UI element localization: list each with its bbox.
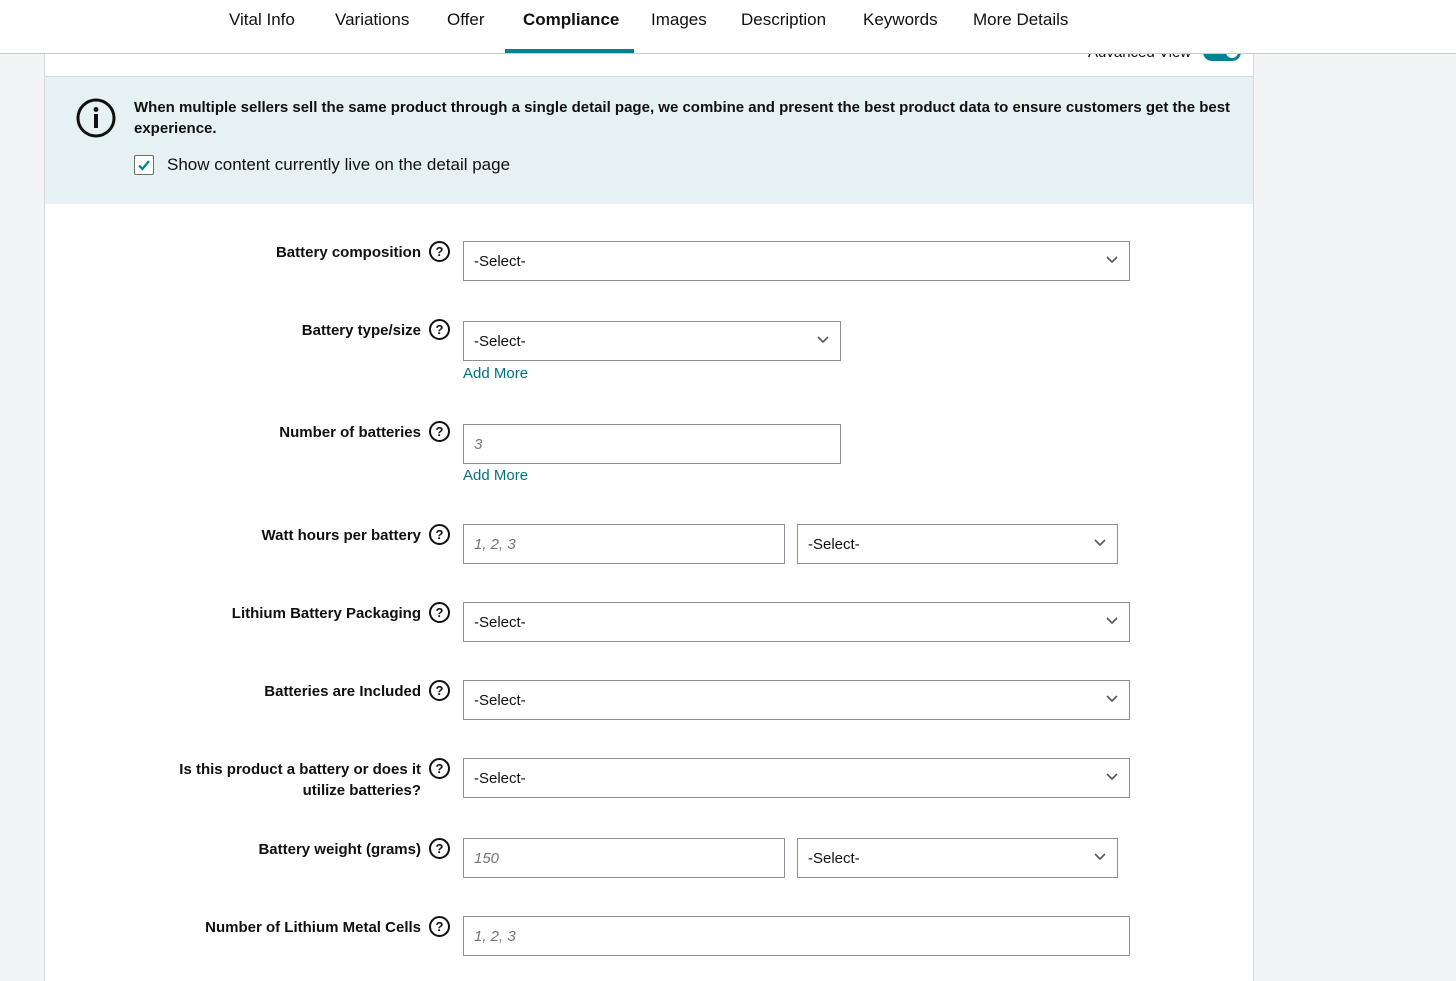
battery-type-size-label: Battery type/size [301,322,421,339]
batteries-included-select[interactable] [463,680,1130,720]
battery-weight-label: Battery weight (grams) [258,841,421,858]
is-battery-select[interactable] [463,758,1130,798]
info-circle-icon [76,98,116,138]
battery-composition-select[interactable] [463,241,1130,281]
watt-hours-label: Watt hours per battery [261,527,421,544]
lithium-packaging-help-icon[interactable]: ? [429,602,450,623]
top-navigation [0,0,1456,54]
lithium-packaging-select[interactable] [463,602,1130,642]
active-tab-indicator [505,49,634,53]
tab-variations[interactable]: Variations [335,10,410,29]
battery-composition-value: -Select- [474,253,526,270]
tab-more-details[interactable]: More Details [973,10,1069,29]
battery-weight-unit-value: -Select- [808,850,860,867]
lithium-packaging-label: Lithium Battery Packaging [231,605,421,622]
banner-message: When multiple sellers sell the same product through a single detail page, we combine and present the best product data to ensure customers get the best experience. [134,99,1231,137]
watt-hours-unit-select[interactable] [797,524,1118,564]
tab-images[interactable]: Images [651,10,707,29]
battery-type-add-more-link[interactable]: Add More [463,365,529,382]
batteries-included-help-icon[interactable]: ? [429,680,450,701]
chevron-down-icon [1093,538,1107,548]
is-battery-label [179,759,421,801]
number-of-batteries-input[interactable] [463,424,841,464]
battery-type-size-select[interactable] [463,321,841,361]
tab-offer[interactable]: Offer [447,10,485,29]
chevron-down-icon [1105,616,1119,626]
lithium-metal-cells-label: Number of Lithium Metal Cells [205,919,421,936]
show-live-content-label: Show content currently live on the detail page [167,155,511,174]
checkmark-icon [137,158,151,172]
is-battery-help-icon[interactable]: ? [429,758,450,779]
battery-type-size-value: -Select- [474,333,526,350]
batteries-included-label: Batteries are Included [264,683,421,700]
tab-compliance[interactable]: Compliance [523,10,620,29]
tab-keywords[interactable]: Keywords [863,10,938,29]
battery-type-size-help-icon[interactable]: ? [429,319,450,340]
number-of-batteries-add-more-link[interactable]: Add More [463,467,529,484]
chevron-down-icon [816,335,830,345]
show-live-content-checkbox[interactable] [134,155,154,175]
batteries-included-value: -Select- [474,692,526,709]
watt-hours-input[interactable] [463,524,785,564]
is-battery-label-line2: utilize batteries? [302,782,421,799]
battery-weight-help-icon[interactable]: ? [429,838,450,859]
battery-weight-unit-select[interactable] [797,838,1118,878]
is-battery-value: -Select- [474,770,526,787]
tab-description[interactable]: Description [741,10,827,29]
watt-hours-unit-value: -Select- [808,536,860,553]
tab-vital-info[interactable]: Vital Info [229,10,295,29]
number-of-batteries-label: Number of batteries [279,424,421,441]
battery-weight-input[interactable] [463,838,785,878]
battery-composition-label: Battery composition [275,244,421,261]
battery-composition-help-icon[interactable]: ? [429,241,450,262]
chevron-down-icon [1105,255,1119,265]
info-banner [45,76,1253,204]
chevron-down-icon [1105,694,1119,704]
is-battery-label-line1: Is this product a battery or does it [179,761,421,778]
chevron-down-icon [1093,852,1107,862]
watt-hours-help-icon[interactable]: ? [429,524,450,545]
chevron-down-icon [1105,772,1119,782]
lithium-metal-cells-help-icon[interactable]: ? [429,916,450,937]
lithium-packaging-value: -Select- [474,614,526,631]
number-of-batteries-help-icon[interactable]: ? [429,421,450,442]
lithium-metal-cells-input[interactable] [463,916,1130,956]
